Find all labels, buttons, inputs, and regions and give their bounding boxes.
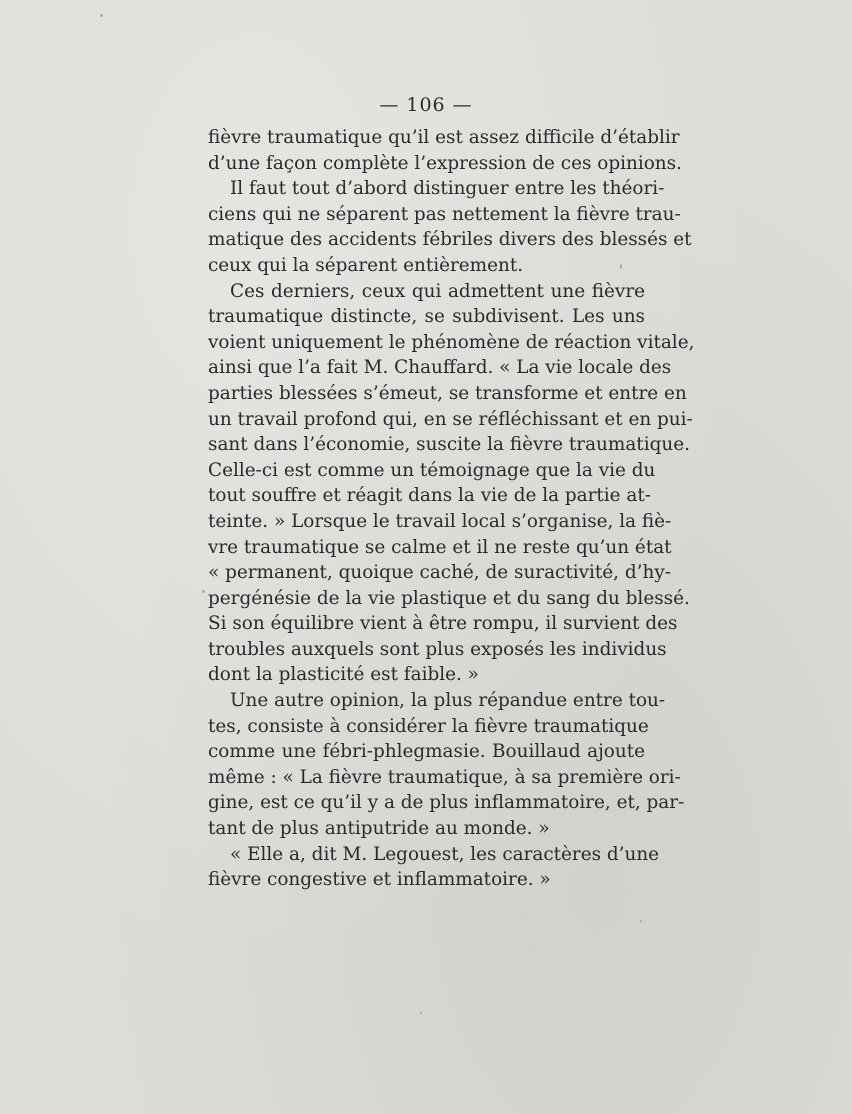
paper-speck: [100, 14, 103, 17]
text-line: fièvre traumatique qu’il est assez difficile d’établir: [208, 127, 680, 148]
text-line: voient uniquement le phénomène de réaction vitale,: [208, 331, 695, 353]
text-line: Celle-ci est comme un témoignage que la vie du: [208, 459, 656, 481]
text-line: gine, est ce qu’il y a de plus inflammatoire, et, par-: [208, 792, 685, 814]
text-line: Ces derniers, ceux qui admettent une fièvre: [230, 280, 645, 302]
text-line: ciens qui ne séparent pas nettement la fièvre trau-: [208, 203, 681, 225]
text-line: teinte. » Lorsque le travail local s’organise, la fiè-: [208, 510, 672, 532]
paper-speck: [640, 920, 642, 922]
text-line: tant de plus antiputride au monde. »: [208, 818, 550, 840]
text-line: même : « La fièvre traumatique, à sa première ori-: [208, 766, 681, 788]
paper-speck: [420, 1012, 422, 1014]
text-line: tout souffre et réagit dans la vie de la partie at-: [208, 485, 651, 507]
text-line: fièvre congestive et inflammatoire. »: [208, 869, 551, 891]
paper-speck: [620, 264, 622, 269]
text-line: pergénésie de la vie plastique et du sang du blessé.: [208, 587, 690, 609]
text-line: sant dans l’économie, suscite la fièvre traumatique.: [208, 434, 690, 456]
text-line: Une autre opinion, la plus répandue entre tou-: [230, 690, 666, 712]
text-line: comme une fébri-phlegmasie. Bouillaud ajoute: [208, 741, 645, 763]
page-number: — 106 —: [379, 94, 473, 116]
text-line: « permanent, quoique caché, de suractivité, d’hy-: [208, 562, 671, 584]
text-line: traumatique distincte, se subdivisent. Les uns: [208, 306, 645, 328]
text-line: vre traumatique se calme et il ne reste qu’un état: [208, 536, 672, 558]
text-line: ceux qui la séparent entièrement.: [208, 254, 524, 276]
text-line: Si son équilibre vient à être rompu, il survient des: [208, 613, 678, 635]
text-line: dont la plasticité est faible. »: [208, 664, 479, 686]
text-line: tes, consiste à considérer la fièvre traumatique: [208, 715, 649, 737]
text-line: Il faut tout d’abord distinguer entre les théori-: [230, 178, 665, 200]
text-line: un travail profond qui, en se réfléchissant et en pui-: [208, 408, 693, 430]
text-line: ainsi que l’a fait M. Chauffard. « La vie locale des: [208, 357, 672, 379]
text-line: troubles auxquels sont plus exposés les individus: [208, 638, 667, 660]
text-line: matique des accidents fébriles divers des blessés et: [208, 229, 692, 251]
paper-speck: [202, 590, 205, 593]
text-line: parties blessées s’émeut, se transforme et entre en: [208, 382, 687, 404]
text-line: « Elle a, dit M. Legouest, les caractères d’une: [230, 843, 660, 865]
body-text: [208, 125, 695, 893]
text-line: d’une façon complète l’expression de ces opinions.: [208, 152, 682, 174]
